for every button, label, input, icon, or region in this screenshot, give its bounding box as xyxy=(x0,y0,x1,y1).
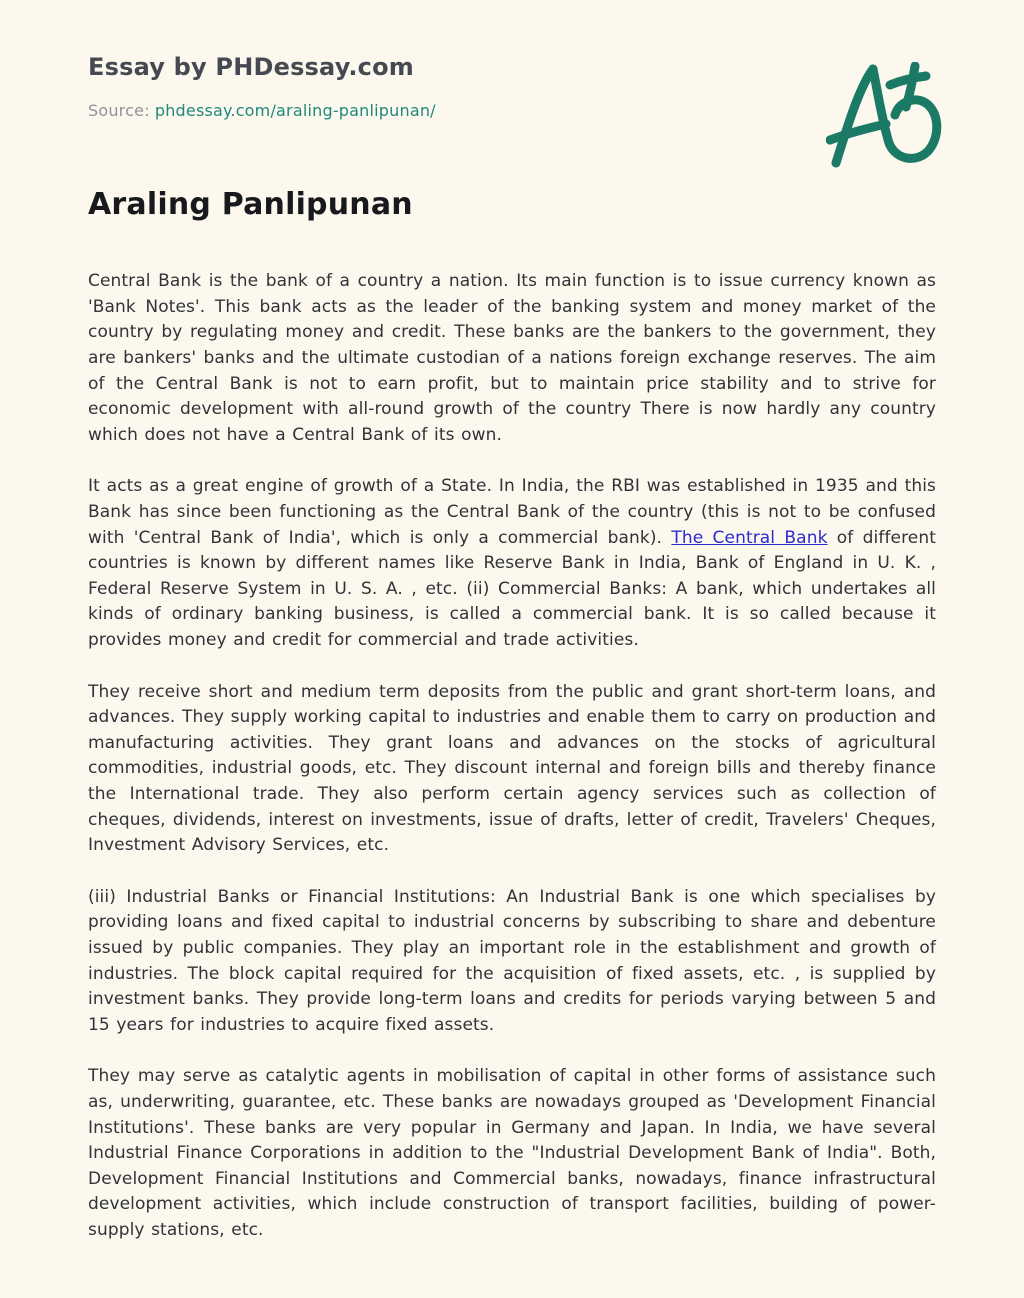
phdessay-logo xyxy=(826,62,958,174)
essay-paragraph-5: They may serve as catalytic agents in mobilisation of capital in other forms of assistance such as, underwriting, guarantee, etc. These banks are nowadays grouped as 'Development Financial Institutions'. These banks are very popular in Germany and Japan. In India, we have several Industrial Finance Corporations in addition to the "Industrial Development Bank of India". Both, Development Financial Institutions and Commercial banks, nowadays, finance infrastructural development activities, which include construction of transport facilities, building of power-supply stations, etc. xyxy=(88,1066,936,1240)
essay-paragraph-3: They receive short and medium term deposits from the public and grant short-term loans, and advances. They supply working capital to industries and enable them to carry on production and manufacturing activities. They grant loans and advances on the stocks of agricultural commodities, industrial goods, etc. They discount internal and foreign bills and thereby finance the International trade. They also perform certain agency services such as collection of cheques, dividends, interest on investments, issue of drafts, letter of credit, Travelers' Cheques, Investment Advisory Services, etc. xyxy=(88,681,936,856)
paragraph-2-text-after: of different countries is known by different names like Reserve Bank in India, Bank of England in U. K. , Federal Reserve System in U. S. A. , etc. (ii) Commercial Banks: A bank, which undertakes all kinds of ordinary banking business, is called a commercial bank. It is so called because it provides money and credit for commercial and trade activities. xyxy=(88,527,937,651)
essay-content xyxy=(88,188,936,1244)
essay-paragraph-4: (iii) Industrial Banks or Financial Institutions: An Industrial Bank is one which specialises by providing loans and fixed capital to industrial concerns by subscribing to share and debenture issued by public companies. They play an important role in the establishment and growth of industries. The block capital required for the acquisition of fixed assets, etc. , is supplied by investment banks. They provide long-term loans and credits for periods varying between 5 and 15 years for industries to acquire fixed assets. xyxy=(88,886,936,1035)
central-bank-link[interactable]: The Central Bank xyxy=(671,527,828,548)
source-label: Source: xyxy=(88,101,150,120)
a-plus-logo-icon xyxy=(826,62,958,174)
essay-title: Araling Panlipunan xyxy=(88,186,413,222)
page-header xyxy=(88,52,936,122)
source-row xyxy=(88,101,936,122)
essay-paragraph-2 xyxy=(88,474,936,653)
essay-paragraph-1: Central Bank is the bank of a country a nation. Its main function is to issue currency known as 'Bank Notes'. This bank acts as the leader of the banking system and money market of the country by regulating money and credit. These banks are the bankers to the government, they are bankers' banks and the ultimate custodian of a nations foreign exchange reserves. The aim of the Central Bank is not to earn profit, but to maintain price stability and to strive for economic development with all-round growth of the country There is now hardly any country which does not have a Central Bank of its own. xyxy=(88,271,936,445)
paragraph-2-text-before: It acts as a great engine of growth of a State. In India, the RBI was established in 1935 and this Bank has since been functioning as the Central Bank of the country (this is not to be confused with 'Central Bank of India', which is only a commercial bank). xyxy=(88,476,936,548)
header-title: Essay by PHDessay.com xyxy=(88,53,414,81)
source-link[interactable]: phdessay.com/araling-panlipunan/ xyxy=(154,101,436,120)
